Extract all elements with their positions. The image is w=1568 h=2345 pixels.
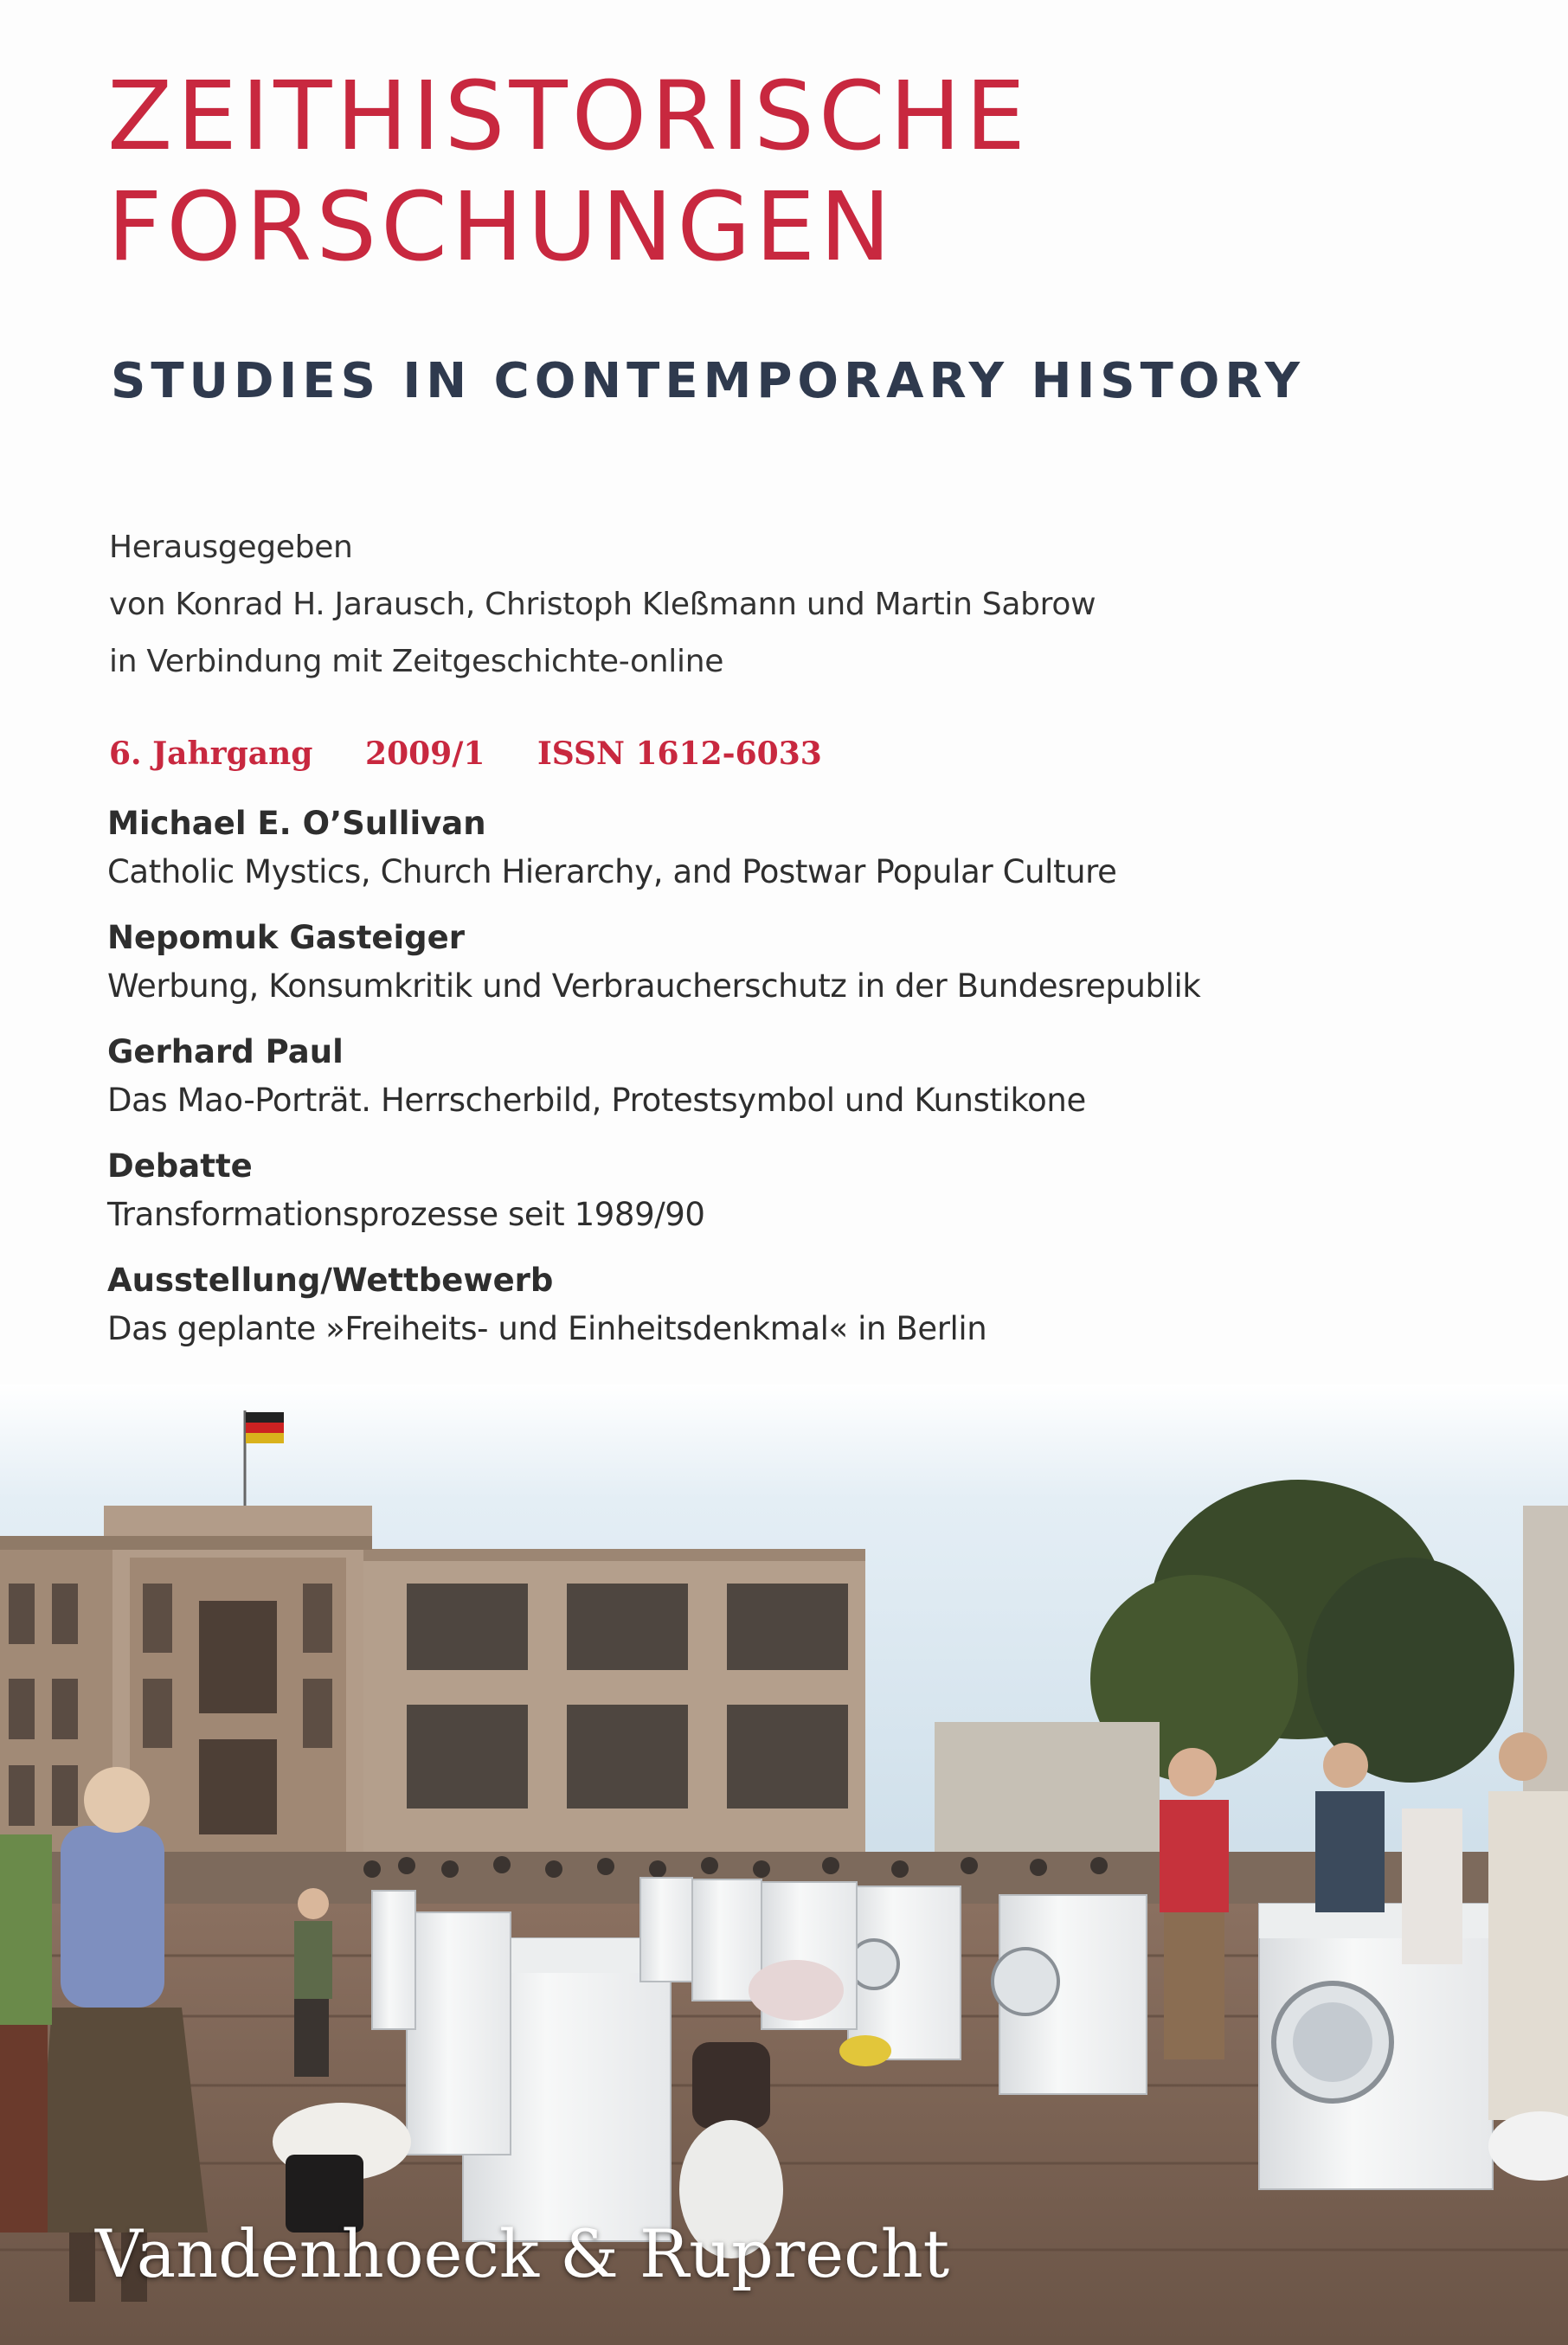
journal-subtitle: STUDIES IN CONTEMPORARY HISTORY [111,353,1306,409]
cover-photo [0,1385,1568,2345]
issue-issn: ISSN 1612-6033 [537,736,822,772]
entry-author: Gerhard Paul [107,1033,344,1070]
contents-entry [107,914,1200,1011]
entry-title: Catholic Mystics, Church Hierarchy, and Postwar Popular Culture [107,853,1117,890]
issue-volume: 6. Jahrgang [109,736,313,772]
editors-line-1: Herausgegeben [109,530,353,565]
editors-line-3: in Verbindung mit Zeitgeschichte-online [109,644,724,679]
contents-entry [107,1028,1200,1125]
editors-line-2: von Konrad H. Jarausch, Christoph Kleßmann und Martin Sabrow [109,587,1096,622]
entry-title: Das geplante »Freiheits- und Einheitsdenkmal« in Berlin [107,1310,987,1347]
entry-title: Das Mao-Porträt. Herrscherbild, Protestsymbol und Kunstikone [107,1082,1086,1119]
editors-block [109,519,1096,691]
entry-title: Transformationsprozesse seit 1989/90 [107,1196,705,1233]
issue-year: 2009/1 [365,736,485,772]
journal-title [107,61,1030,282]
issue-info [109,736,864,772]
entry-title: Werbung, Konsumkritik und Verbraucherschutz in der Bundesrepublik [107,967,1201,1005]
title-line-2: FORSCHUNGEN [107,171,896,282]
entry-author: Debatte [107,1147,253,1185]
entry-author: Nepomuk Gasteiger [107,919,465,956]
entry-author: Ausstellung/Wettbewerb [107,1262,554,1299]
contents-entry [107,800,1200,896]
contents-entry [107,1256,1200,1353]
contents-entry [107,1142,1200,1239]
table-of-contents [107,800,1200,1371]
entry-author: Michael E. O’Sullivan [107,805,486,842]
publisher-name: Vandenhoeck & Ruprecht [95,2215,950,2292]
title-line-1: ZEITHISTORISCHE [107,61,1030,171]
